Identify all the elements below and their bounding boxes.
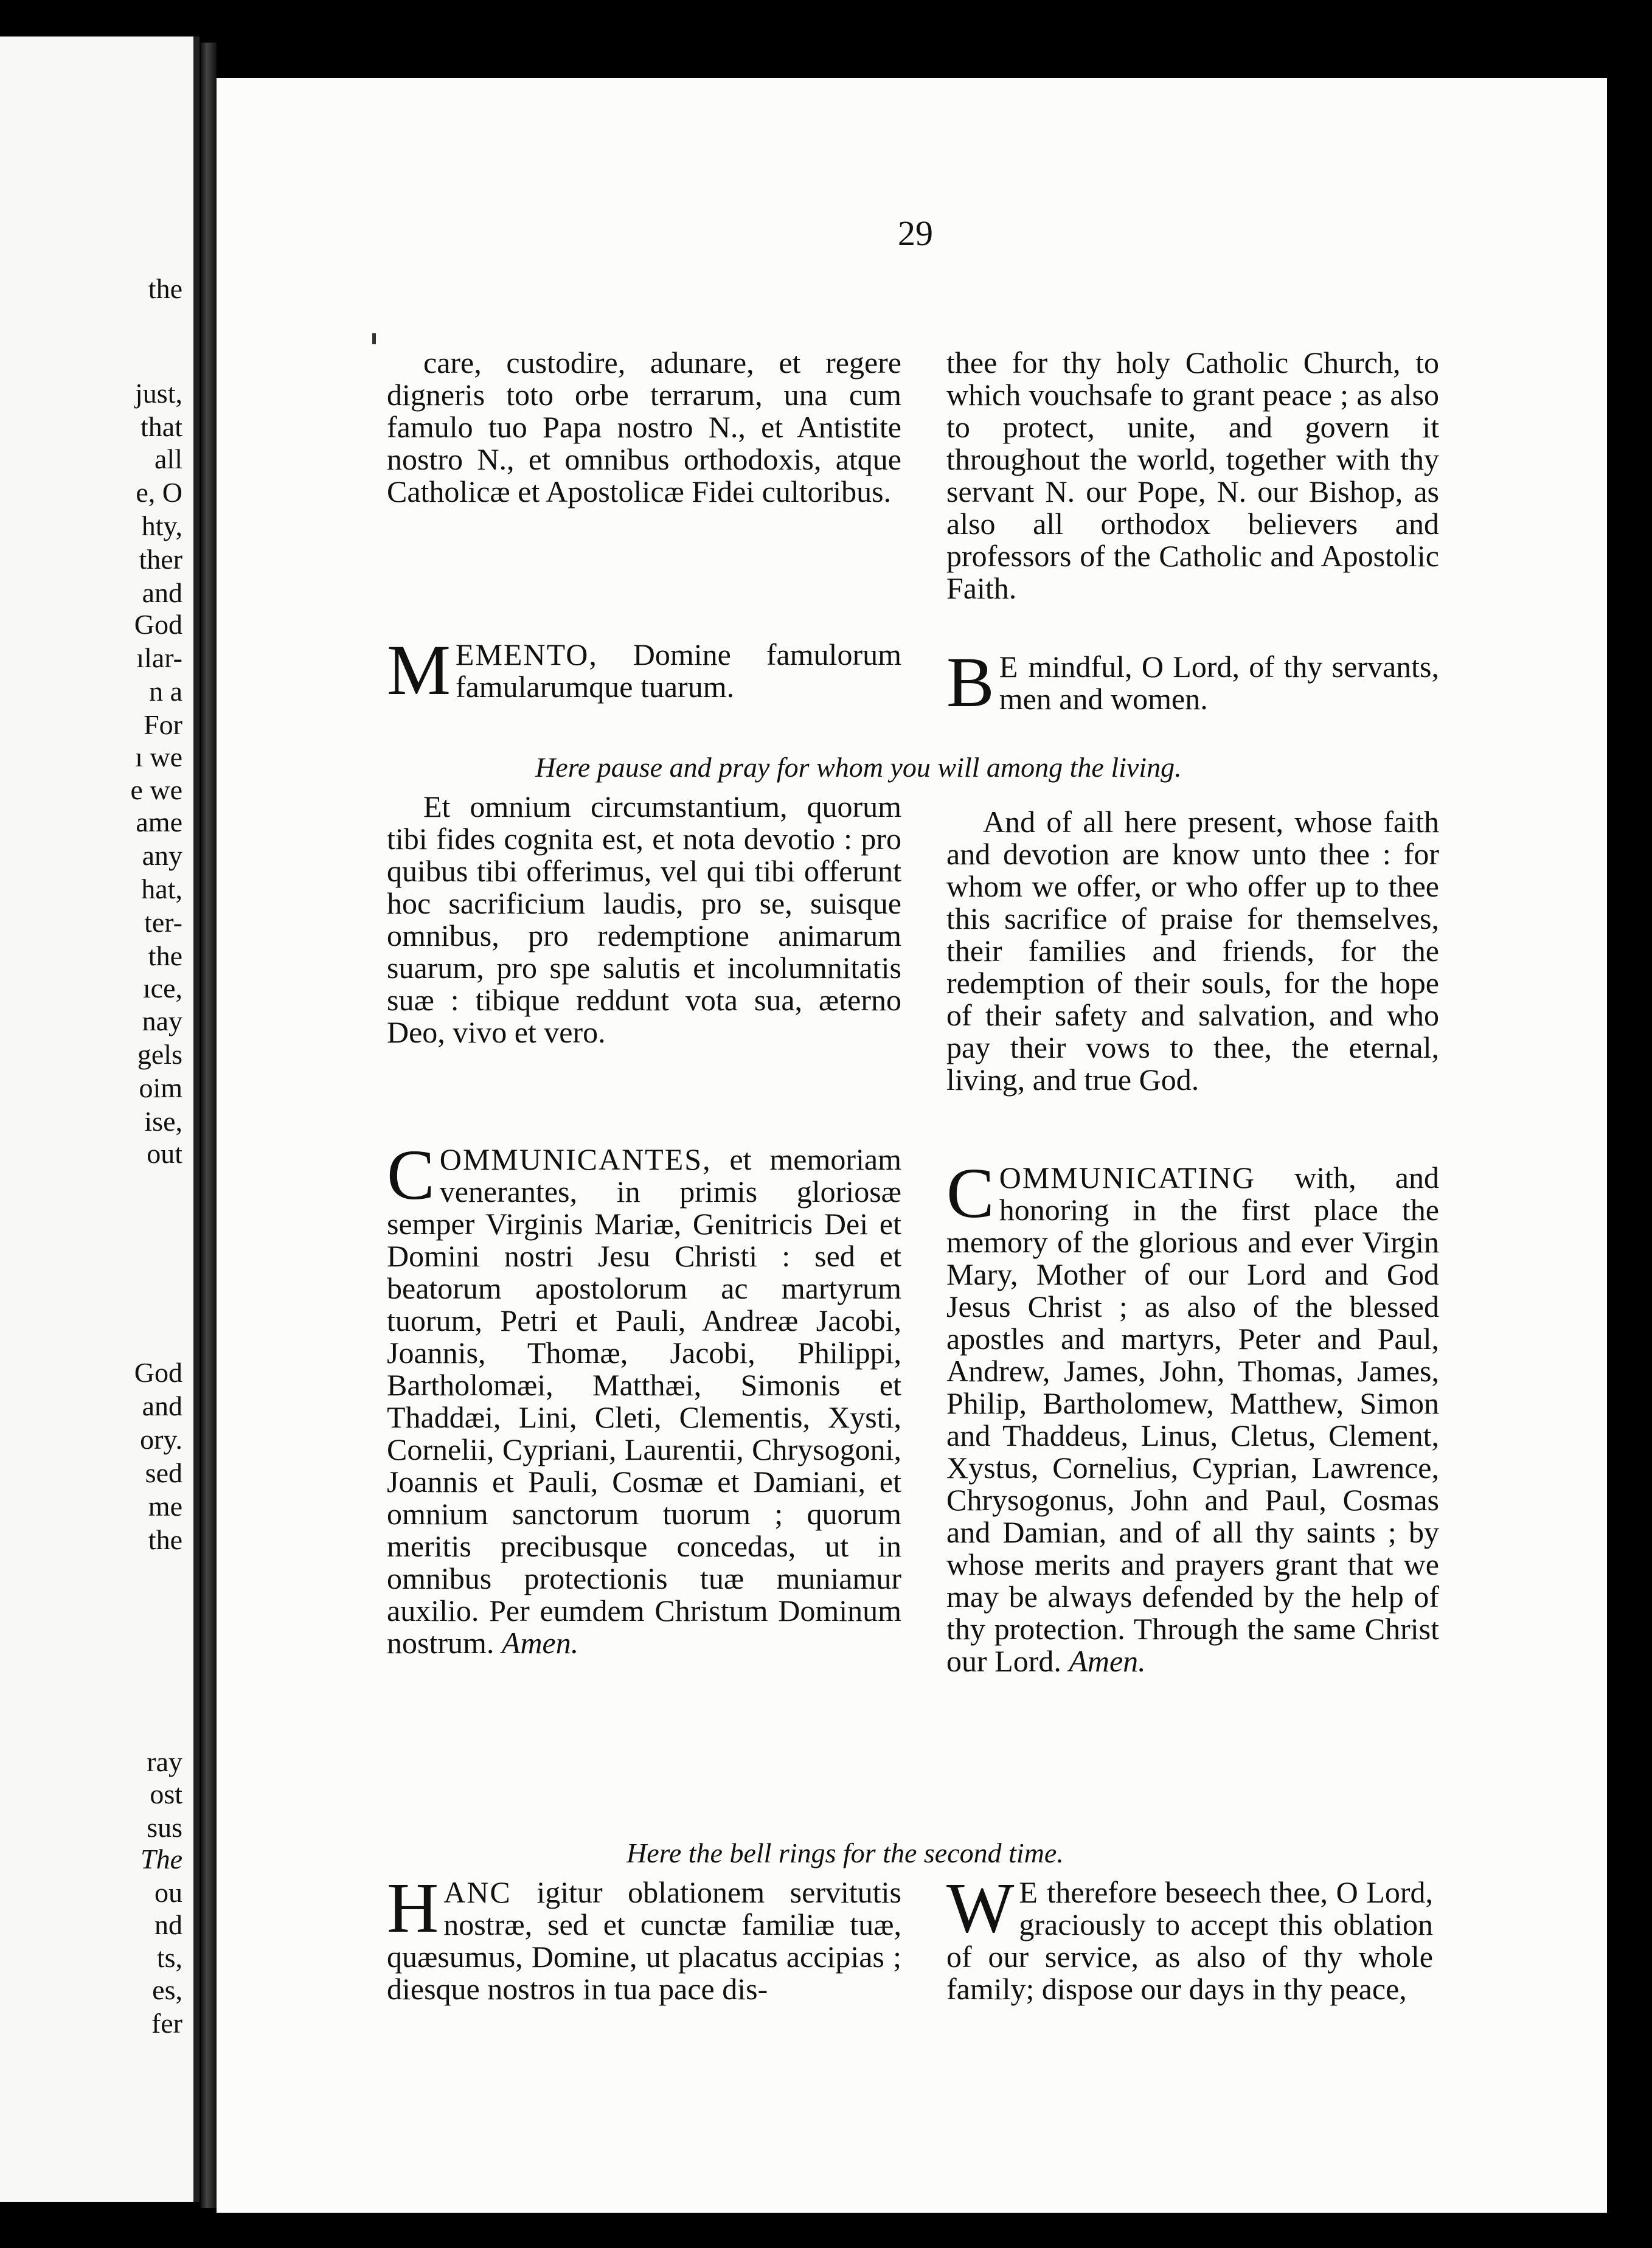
facing-page-fragment: ise, [144, 1106, 182, 1137]
english-church-prayer: thee for thy holy Catholic Church, to which vouchsafe to grant peace ; as also to protect, unite, and govern it throughout the world, together with thy servant N. our Pope, N. our Bishop, as also all orthodox believers and professors of the Catholic and Apostolic Faith. [946, 345, 1439, 605]
facing-page-fragment: God [134, 609, 182, 640]
facing-page-fragment: ou [154, 1877, 182, 1908]
facing-page-fragment: the [148, 1524, 182, 1555]
margin-mark [372, 333, 376, 344]
facing-page-fragment: ıce, [142, 973, 182, 1004]
english-hanc-igitur: W E therefore beseech thee, O Lord, graciously to accept this oblation of our service, as also of thy whole family; dispose our days in thy peace, [946, 1868, 1433, 2006]
drop-cap: M [387, 630, 451, 710]
english-memento: B E mindful, O Lord, of thy servants, men and women. [946, 642, 1439, 722]
facing-page-fragment: ory. [140, 1424, 182, 1455]
facing-page-fragment: nay [142, 1005, 182, 1036]
facing-page-fragment: ost [150, 1778, 182, 1809]
facing-page-fragment: any [142, 840, 182, 871]
facing-page-fragment: e we [130, 774, 182, 805]
facing-page-fragment: ter- [144, 907, 182, 938]
facing-page-fragment: ılar- [136, 642, 182, 673]
page-number: 29 [898, 213, 933, 253]
facing-page-fragment: ray [147, 1746, 182, 1777]
facing-page-fragment: out [147, 1138, 182, 1169]
facing-page-fragment: The [141, 1844, 182, 1875]
facing-page-fragment: sus [147, 1812, 182, 1843]
facing-page-fragment: es, [152, 1974, 182, 2005]
book-spine [201, 43, 217, 2208]
facing-page-fragment: just, [135, 378, 182, 409]
facing-page-fragment: the [148, 273, 182, 304]
latin-church-prayer: care, custodire, adunare, et regere digneris toto orbe terrarum, una cum famulo tuo Papa nostro N., et Antistite nostro N., et omnibus orthodoxis, atque Catholicæ et Apostolicæ Fidei cultoribus. [387, 345, 901, 508]
facing-page-fragment: God [134, 1357, 182, 1388]
english-circumstantium: And of all here present, whose faith and devotion are know unto thee : for whom we offer, or who offer up to thee this sacrifice of praise for themselves, their families and friends, for the redemption of their souls, for the hope of their safety and salvation, and who pay their vows to thee, the eternal, living, and true God. [946, 805, 1439, 1097]
facing-page-fragment: ts, [156, 1942, 182, 1973]
facing-page-fragment: me [148, 1491, 182, 1522]
facing-page-fragment: e, O [136, 477, 182, 508]
drop-cap: W [946, 1868, 1015, 1948]
facing-page-fragment: hty, [141, 510, 182, 541]
facing-page-fragment: hat, [141, 873, 182, 904]
facing-page-fragment: For [144, 709, 182, 740]
facing-page-fragment: all [154, 443, 182, 474]
facing-page-fragment: the [148, 940, 182, 971]
facing-page [0, 36, 200, 2202]
facing-page-fragment: that [141, 411, 182, 442]
drop-cap: C [946, 1153, 994, 1233]
facing-page-fragment: sed [145, 1457, 182, 1488]
drop-cap: C [387, 1135, 435, 1215]
facing-page-fragment: oim [139, 1072, 182, 1103]
facing-page-fragment: and [142, 1390, 182, 1421]
facing-page-fragment: ame [136, 807, 182, 838]
drop-cap: B [946, 642, 994, 722]
facing-page-fragment: gels [137, 1039, 182, 1070]
facing-page-fragment: ther [139, 544, 182, 575]
english-communicantes: COMMUNICATING with, and honoring in the first place the memory of the glorious and ever Virgin Mary, Mother of our Lord and God Jesus Christ ; as also of the blessed apostles and martyrs, Peter and Paul, Andrew, James, John, Thomas, James, Philip, Bartholomew, Matthew, Simon and Thaddeus, Linus, Cletus, Clement, Xystus, Cornelius, Cyprian, Lawrence, Chrysogonus, John and Paul, Cosmas and Damian, and of all thy saints ; by whose merits and prayers grant that we may be always defended by the help of thy protection. Through the same Christ our Lord. Amen. [946, 1153, 1439, 1678]
latin-circumstantium: Et omnium circumstantium, quorum tibi fides cognita est, et nota devotio : pro quibus tibi offerimus, vel qui tibi offerunt hoc sacrificium laudis, pro se, suisque omnibus, pro redemptione animarum suarum, pro spe salutis et incolumnitatis suæ : tibique reddunt vota sua, æterno Deo, vivo et vero. [387, 789, 901, 1049]
facing-page-fragment: nd [154, 1909, 182, 1940]
facing-page-fragment: ı we [135, 741, 182, 772]
facing-page-fragment: fer [151, 2008, 182, 2039]
drop-cap: H [387, 1868, 439, 1948]
latin-memento: MEMENTO, Domine famulorum famularumque tuarum. [387, 630, 901, 710]
latin-communicantes: COMMUNICANTES, et memoriam venerantes, in primis gloriosæ semper Virginis Mariæ, Genitricis Dei et Domini nostri Jesu Christi : sed et beatorum apostolorum ac martyrum tuorum, Petri et Pauli, Andreæ Jacobi, Joannis, Thomæ, Jacobi, Philippi, Bartholomæi, Matthæi, Simonis et Thaddæi, Lini, Cleti, Clementis, Xysti, Cornelii, Cypriani, Laurentii, Chrysogoni, Joannis et Pauli, Cosmæ et Damiani, et omnium sanctorum tuorum ; quorum meritis precibusque concedas, ut in omnibus protectionis tuæ muniamur auxilio. Per eumdem Christum Dominum nostrum. Amen. [387, 1135, 901, 1660]
latin-hanc-igitur: HANC igitur oblationem servitutis nostræ, sed et cunctæ familiæ tuæ, quæsumus, Domine, ut placatus accipias ; diesque nostros in tua pace dis- [387, 1868, 901, 2006]
facing-page-fragment: and [142, 577, 182, 608]
facing-page-fragment: n a [149, 676, 182, 707]
rubric-living: Here pause and pray for whom you will among the living. [535, 752, 1182, 783]
rubric-bell: Here the bell rings for the second time. [626, 1837, 1064, 1868]
